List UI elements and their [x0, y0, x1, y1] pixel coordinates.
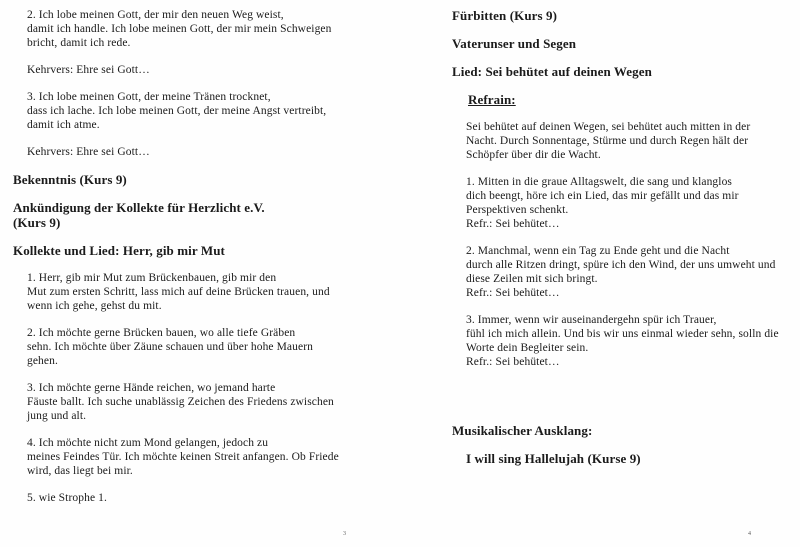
text-line: Refr.: Sei behütet…: [466, 218, 560, 230]
text-line: 5. wie Strophe 1.: [27, 492, 107, 504]
section-heading: [452, 423, 792, 438]
text-line: fühl ich mich allein. Und bis wir uns einmal wieder sehn, solln die: [466, 328, 779, 340]
paragraph: [27, 8, 392, 50]
text-line: damit ich handle. Ich lobe meinen Gott, der mir mein Schweigen: [27, 23, 332, 35]
text-line: Mut zum ersten Schritt, lass mich auf deine Brücken trauen, und: [27, 286, 330, 298]
text-line: Vaterunser und Segen: [452, 36, 577, 51]
paragraph: [27, 491, 392, 505]
text-line: dass ich lache. Ich lobe meinen Gott, der meine Angst vertreibt,: [27, 105, 327, 117]
section-heading: [452, 64, 792, 79]
text-line: Kehrvers: Ehre sei Gott…: [27, 146, 150, 158]
text-line: bricht, damit ich rede.: [27, 37, 131, 49]
paragraph: [27, 271, 392, 313]
section-heading: [466, 451, 792, 466]
paragraph: [466, 244, 792, 300]
page-right-number: 4: [748, 531, 751, 537]
text-line: Sei behütet auf deinen Wegen, sei behütet auch mitten in der: [466, 121, 751, 133]
paragraph: [466, 175, 792, 231]
text-line: Fäuste ballt. Ich suche unablässig Zeichen des Friedens zwischen: [27, 396, 334, 408]
blank-space: [452, 382, 792, 410]
text-line: Bekenntnis (Kurs 9): [13, 172, 127, 187]
text-line: 2. Manchmal, wenn ein Tag zu Ende geht und die Nacht: [466, 245, 730, 257]
text-line: dich beengt, höre ich ein Lied, das mir gefällt und das mir: [466, 190, 739, 202]
text-line: Kehrvers: Ehre sei Gott…: [27, 64, 150, 76]
text-line: meines Feindes Tür. Ich möchte keinen Streit anfangen. Ob Friede: [27, 451, 339, 463]
section-heading: [452, 36, 792, 51]
paragraph: [27, 381, 392, 423]
paragraph: [27, 90, 392, 132]
text-line: 1. Herr, gib mir Mut zum Brückenbauen, gib mir den: [27, 272, 277, 284]
text-line: sehn. Ich möchte über Zäune schauen und über hohe Mauern: [27, 341, 313, 353]
text-line: Schöpfer über dir die Wacht.: [466, 149, 601, 161]
paragraph: [27, 63, 392, 77]
paragraph: [466, 120, 792, 162]
text-line: Lied: Sei behütet auf deinen Wegen: [452, 64, 652, 79]
text-line: Nacht. Durch Sonnentage, Stürme und durch Regen hält der: [466, 135, 749, 147]
text-line: Kollekte und Lied: Herr, gib mir Mut: [13, 243, 225, 258]
text-line: wenn ich gehe, gehst du mit.: [27, 300, 162, 312]
text-line: Refr.: Sei behütet…: [466, 287, 560, 299]
text-line: gehen.: [27, 355, 58, 367]
text-line: Refrain:: [468, 92, 516, 107]
text-line: 4. Ich möchte nicht zum Mond gelangen, jedoch zu: [27, 437, 269, 449]
paragraph: [466, 313, 792, 369]
section-heading: [13, 243, 392, 258]
text-line: I will sing Hallelujah (Kurse 9): [466, 451, 641, 466]
text-line: 2. Ich möchte gerne Brücken bauen, wo alle tiefe Gräben: [27, 327, 296, 339]
paragraph: [27, 145, 392, 159]
text-line: Ankündigung der Kollekte für Herzlicht e.V.: [13, 200, 265, 215]
text-line: Worte dein Begleiter sein.: [466, 342, 589, 354]
text-line: damit ich atme.: [27, 119, 100, 131]
paragraph: [27, 326, 392, 368]
page-left-content: [0, 0, 400, 505]
page-right-content: [400, 0, 800, 466]
section-heading: [452, 8, 792, 23]
text-line: (Kurs 9): [13, 215, 61, 230]
page-left-number: 3: [343, 531, 346, 537]
text-line: diese Zeilen mit sich bringt.: [466, 273, 598, 285]
text-line: wird, das liegt bei mir.: [27, 465, 133, 477]
text-line: 2. Ich lobe meinen Gott, der mir den neuen Weg weist,: [27, 9, 284, 21]
text-line: jung und alt.: [27, 410, 87, 422]
text-line: 3. Ich lobe meinen Gott, der meine Tränen trocknet,: [27, 91, 271, 103]
text-line: Perspektiven schenkt.: [466, 204, 569, 216]
text-line: Refr.: Sei behütet…: [466, 356, 560, 368]
text-line: Fürbitten (Kurs 9): [452, 8, 558, 23]
text-line: durch alle Ritzen dringt, spüre ich den Wind, der uns umweht und: [466, 259, 776, 271]
refrain-heading: [468, 92, 792, 107]
section-heading: [13, 172, 392, 187]
text-line: 1. Mitten in die graue Alltagswelt, die sang und klanglos: [466, 176, 733, 188]
paragraph: [27, 436, 392, 478]
text-line: 3. Ich möchte gerne Hände reichen, wo jemand harte: [27, 382, 276, 394]
text-line: 3. Immer, wenn wir auseinandergehn spür ich Trauer,: [466, 314, 717, 326]
page-right: [400, 0, 800, 547]
section-heading: [13, 200, 392, 230]
text-line: Musikalischer Ausklang:: [452, 423, 593, 438]
